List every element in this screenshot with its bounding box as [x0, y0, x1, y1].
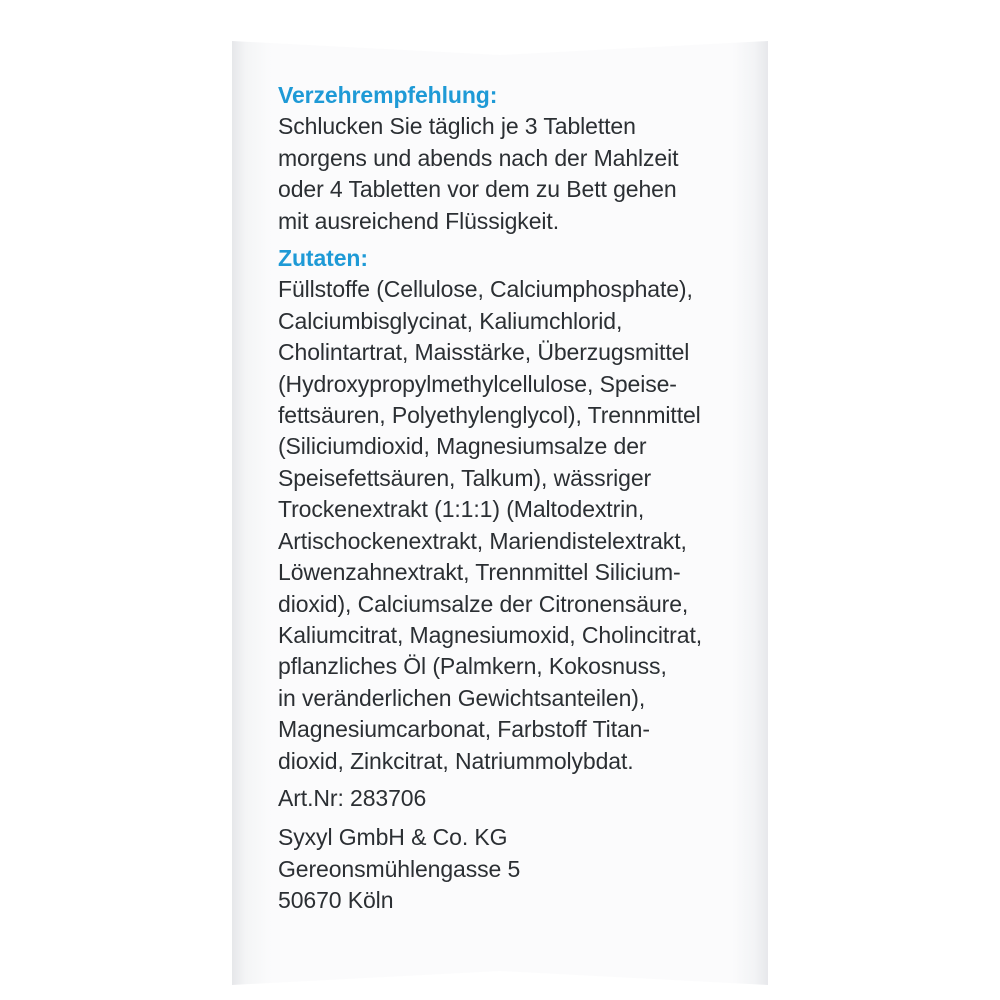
manufacturer-address: [278, 822, 748, 916]
intake-text: Schlucken Sie täglich je 3 Tabletten morgens und abends nach der Mahlzeit oder 4 Tabletten vor dem zu Bett gehen mit ausreichend Flüssigkeit.: [278, 113, 679, 234]
manufacturer-city: 50670 Köln: [278, 887, 394, 914]
article-number: Art.Nr: 283706: [278, 784, 427, 811]
label-text-block: [278, 80, 748, 917]
manufacturer-name: Syxyl GmbH & Co. KG: [278, 824, 508, 851]
intake-heading: Verzehrempfehlung:: [278, 82, 498, 108]
manufacturer-street: Gereonsmühlengasse 5: [278, 855, 521, 882]
ingredients-text: Füllstoffe (Cellulose, Calciumphosphate), Calciumbisglycinat, Kaliumchlorid, Cholintartrat, Maisstärke, Überzugsmittel (Hydroxypropylmethylcellulose, Speise- fettsäuren, Polyethylenglycol), Trennmittel (Siliciumdioxid, Magnesiumsalze der Speisefettsäuren, Talkum), wässriger Trockenextrakt (1:1:1) (Maltodextrin, Artischockenextrakt, Mariendistelextrakt, Löwenzahnextrakt, Trennmittel Silicium- dioxid), Calciumsalze der Citronensäure, Kaliumcitrat, Magnesiumoxid, Cholincitrat, pflanzliches Öl (Palmkern, Kokosnuss, in veränderlichen Gewichtsanteilen), Magnesiumcarbonat, Farbstoff Titan- dioxid, Zinkcitrat, Natriummolybdat.: [278, 276, 703, 774]
ingredients-heading: Zutaten:: [278, 245, 368, 272]
